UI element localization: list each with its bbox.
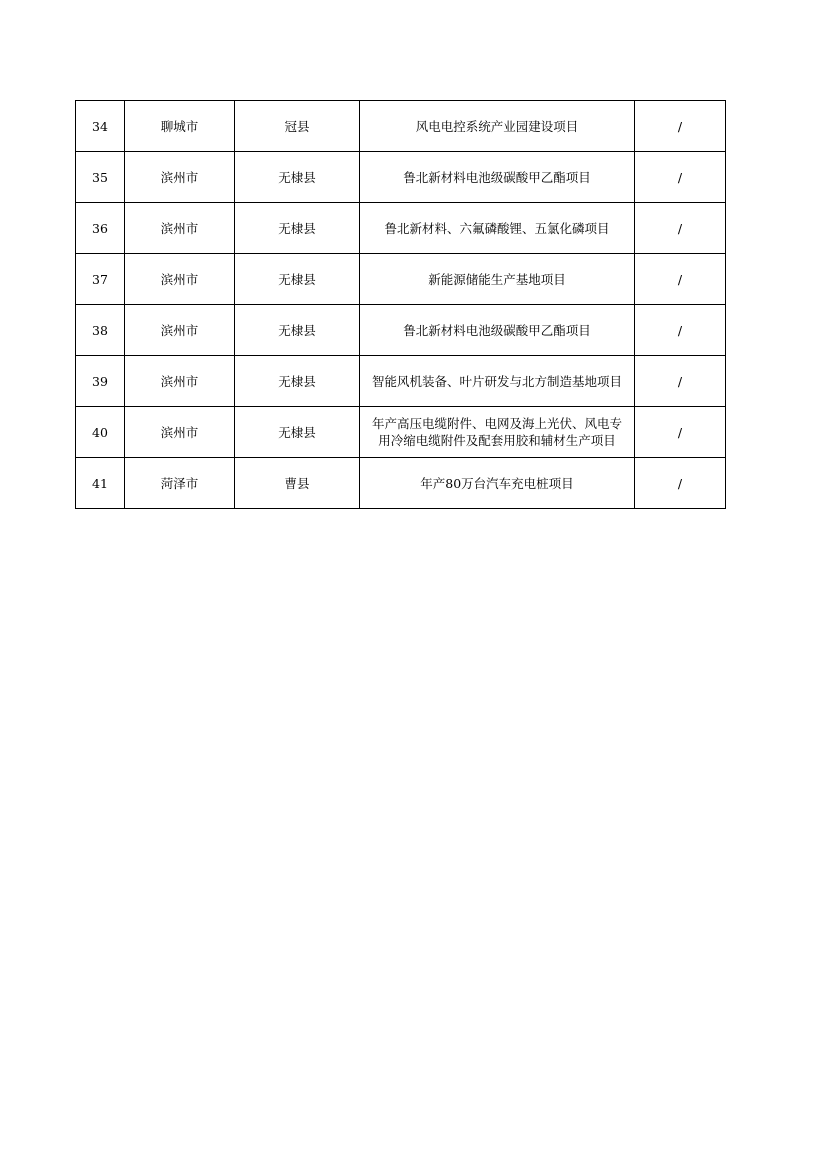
- table-row: [76, 305, 726, 356]
- cell-note: /: [635, 203, 726, 254]
- cell-note: /: [635, 356, 726, 407]
- cell-number: 41: [76, 458, 125, 509]
- cell-city: 滨州市: [125, 407, 235, 458]
- project-table: [75, 100, 726, 509]
- table-row: [76, 356, 726, 407]
- cell-note: /: [635, 305, 726, 356]
- cell-project: 智能风机装备、叶片研发与北方制造基地项目: [360, 356, 635, 407]
- cell-note: /: [635, 407, 726, 458]
- table-row: [76, 458, 726, 509]
- cell-city: 聊城市: [125, 101, 235, 152]
- cell-county: 无棣县: [235, 203, 360, 254]
- cell-project: 鲁北新材料电池级碳酸甲乙酯项目: [360, 152, 635, 203]
- table-row: [76, 407, 726, 458]
- cell-county: 无棣县: [235, 254, 360, 305]
- cell-project: 鲁北新材料、六氟磷酸锂、五氯化磷项目: [360, 203, 635, 254]
- cell-number: 39: [76, 356, 125, 407]
- cell-county: 无棣县: [235, 152, 360, 203]
- cell-county: 无棣县: [235, 305, 360, 356]
- cell-city: 滨州市: [125, 356, 235, 407]
- cell-note: /: [635, 458, 726, 509]
- cell-project: 新能源储能生产基地项目: [360, 254, 635, 305]
- cell-county: 曹县: [235, 458, 360, 509]
- cell-number: 36: [76, 203, 125, 254]
- cell-project: 年产高压电缆附件、电网及海上光伏、风电专用冷缩电缆附件及配套用胶和辅材生产项目: [360, 407, 635, 458]
- cell-city: 菏泽市: [125, 458, 235, 509]
- cell-county: 无棣县: [235, 356, 360, 407]
- cell-note: /: [635, 101, 726, 152]
- cell-project: 鲁北新材料电池级碳酸甲乙酯项目: [360, 305, 635, 356]
- cell-city: 滨州市: [125, 152, 235, 203]
- cell-note: /: [635, 152, 726, 203]
- cell-number: 35: [76, 152, 125, 203]
- cell-number: 34: [76, 101, 125, 152]
- cell-number: 38: [76, 305, 125, 356]
- cell-number: 37: [76, 254, 125, 305]
- cell-number: 40: [76, 407, 125, 458]
- cell-project: 年产80万台汽车充电桩项目: [360, 458, 635, 509]
- cell-city: 滨州市: [125, 305, 235, 356]
- cell-city: 滨州市: [125, 203, 235, 254]
- table-row: [76, 203, 726, 254]
- cell-project: 风电电控系统产业园建设项目: [360, 101, 635, 152]
- cell-city: 滨州市: [125, 254, 235, 305]
- table-row: [76, 101, 726, 152]
- cell-note: /: [635, 254, 726, 305]
- cell-county: 冠县: [235, 101, 360, 152]
- table-row: [76, 152, 726, 203]
- table-row: [76, 254, 726, 305]
- cell-county: 无棣县: [235, 407, 360, 458]
